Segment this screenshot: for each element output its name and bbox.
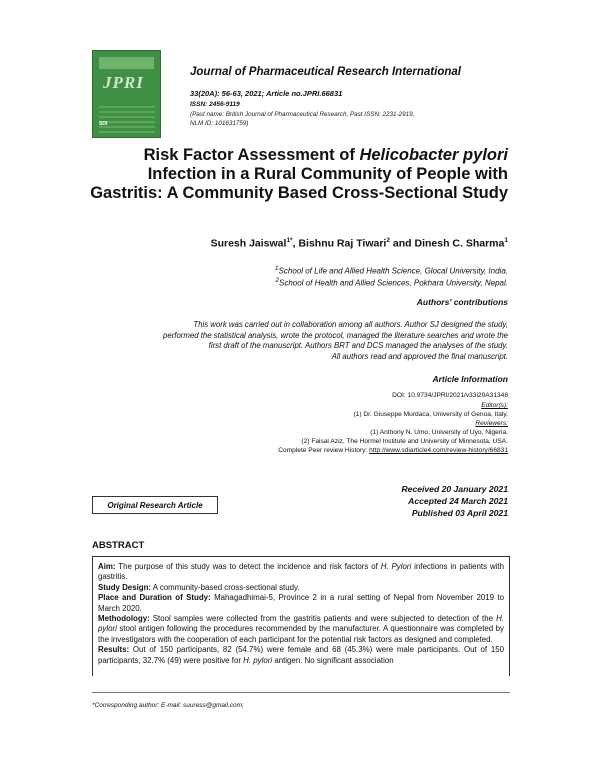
author-2-sup: 2 (386, 237, 390, 244)
author-2: Bishnu Raj Tiwari (298, 237, 387, 250)
contributions-text (88, 320, 508, 362)
affiliation-1-sup: 1 (274, 265, 279, 272)
affiliation-2-text: School of Health and Allied Sciences, Pokhara University, Nepal. (278, 278, 508, 288)
journal-name: Journal of Pharmaceutical Research International (190, 66, 461, 78)
contribution-line: first draft of the manuscript. Authors BRT and DCS managed the analyses of the study. (208, 341, 508, 350)
editor-1: (1) Dr. Giuseppe Murdaca, University of Genoa, Italy. (353, 411, 508, 418)
article-info-heading: Article Information (432, 374, 508, 384)
affiliation-1-text: School of Life and Allied Health Science, Glocal University, India. (278, 266, 508, 276)
method-organism: H. pylori (98, 614, 504, 634)
editor-label: Editor(s): (481, 402, 508, 409)
abstract-results (98, 645, 504, 666)
aim-label: Aim: (98, 562, 116, 571)
footnote-rule (92, 692, 510, 693)
author-sep-1: , (292, 237, 299, 250)
reviewers-label: Reviewers: (475, 420, 508, 427)
method-text-a: Stool samples were collected from the gastritis patients and were subjected to detection of the (149, 614, 497, 624)
abstract-design (98, 583, 504, 593)
method-label: Methodology: (98, 614, 150, 624)
place-text: Mahagadhimai-5, Province 2 in a rural setting of Nepal from November 2019 to March 2020. (98, 593, 504, 613)
title-part-1: Risk Factor Assessment of (143, 146, 360, 164)
title-part-2: Infection in a Rural Community of People with Gastritis: A Community Based Cross-Sectional Study (90, 165, 508, 202)
reviewer-2: (2) Faisal Aziz, The Hormel Institute and University of Minnesota, USA. (301, 438, 508, 445)
received-date: Received 20 January 2021 (401, 484, 508, 494)
contribution-line: performed the statistical analysis, wrote the protocol, managed the literature searches and wrote the (163, 330, 508, 340)
accepted-date: Accepted 24 March 2021 (408, 496, 508, 506)
article-type-badge: Original Research Article (92, 496, 218, 514)
published-date: Published 03 April 2021 (411, 508, 508, 518)
corresponding-author: *Corresponding author: E-mail: suuress@gmail.com; (92, 702, 244, 709)
cover-band (99, 57, 154, 69)
journal-cover-image (92, 50, 161, 138)
review-history-label: Complete Peer review History: (278, 447, 370, 454)
method-text-b: stool antigen following the procedures recommended by the manufacturer. A questionnaire was completed by the investigators with the cooperation of each participant for the potential risk factors as designed and completed. (98, 624, 504, 644)
design-label: Study Design: (98, 582, 152, 592)
abstract-box (92, 556, 510, 676)
author-3: Dinesh C. Sharma (414, 237, 505, 250)
results-organism: H. pylori (243, 655, 273, 665)
abstract-place (98, 593, 504, 614)
abstract-method (98, 614, 504, 645)
results-text-a: Out of 150 participants, 82 (54.7%) were female and 68 (45.3%) were male participants. Out of 150 participants, 32.7% (49) were positive for (98, 645, 504, 665)
affiliation-2-sup: 2 (275, 277, 279, 284)
contributions-heading: Authors' contributions (416, 297, 508, 307)
review-history-link[interactable]: http://www.sdiarticle4.com/review-history/66831 (369, 447, 508, 454)
author-1: Suresh Jaiswal (210, 237, 287, 250)
abstract-aim (98, 562, 504, 583)
aim-text-b: infections in patients with gastritis. (98, 562, 504, 582)
author-1-sup: 1* (286, 237, 293, 244)
reviewer-1: (1) Anthony N. Umo, University of Uyo, Nigeria. (370, 429, 508, 436)
results-text-b: antigen. No significant association (272, 655, 394, 665)
author-list (211, 237, 508, 250)
author-3-sup: 1 (504, 237, 508, 244)
aim-text-a: The purpose of this study was to detect the incidence and risk factors of (115, 562, 381, 571)
cover-tag: SDI (99, 121, 108, 127)
title-organism: Helicobacter pylori (359, 146, 508, 164)
journal-nlm-id: NLM ID: 101631759) (190, 120, 249, 127)
contribution-line: This work was carried out in collaboration among all authors. Author SJ designed the study, (193, 320, 508, 329)
aim-organism: H. Pylori (380, 562, 412, 571)
results-label: Results: (98, 645, 130, 655)
abstract-heading: ABSTRACT (92, 540, 145, 551)
cover-lines (99, 103, 155, 133)
author-sep-2: and (389, 237, 415, 250)
cover-logo: JPRI (103, 73, 144, 92)
review-history (278, 447, 508, 454)
doi-text: DOI: 10.9734/JPRI/2021/v33i20A31348 (392, 392, 508, 399)
journal-citation: 33(20A): 56-63, 2021; Article no.JPRI.66831 (190, 89, 343, 98)
journal-past-name: (Past name: British Journal of Pharmaceutical Research, Past ISSN: 2231-2919, (190, 111, 415, 118)
article-title (88, 146, 508, 203)
journal-issn: ISSN: 2456-9119 (190, 101, 240, 108)
design-text: A community-based cross-sectional study. (151, 582, 300, 592)
affiliation-2 (275, 277, 508, 288)
place-label: Place and Duration of Study: (98, 593, 211, 603)
contribution-line: All authors read and approved the final manuscript. (331, 351, 508, 361)
affiliation-1 (275, 265, 508, 276)
